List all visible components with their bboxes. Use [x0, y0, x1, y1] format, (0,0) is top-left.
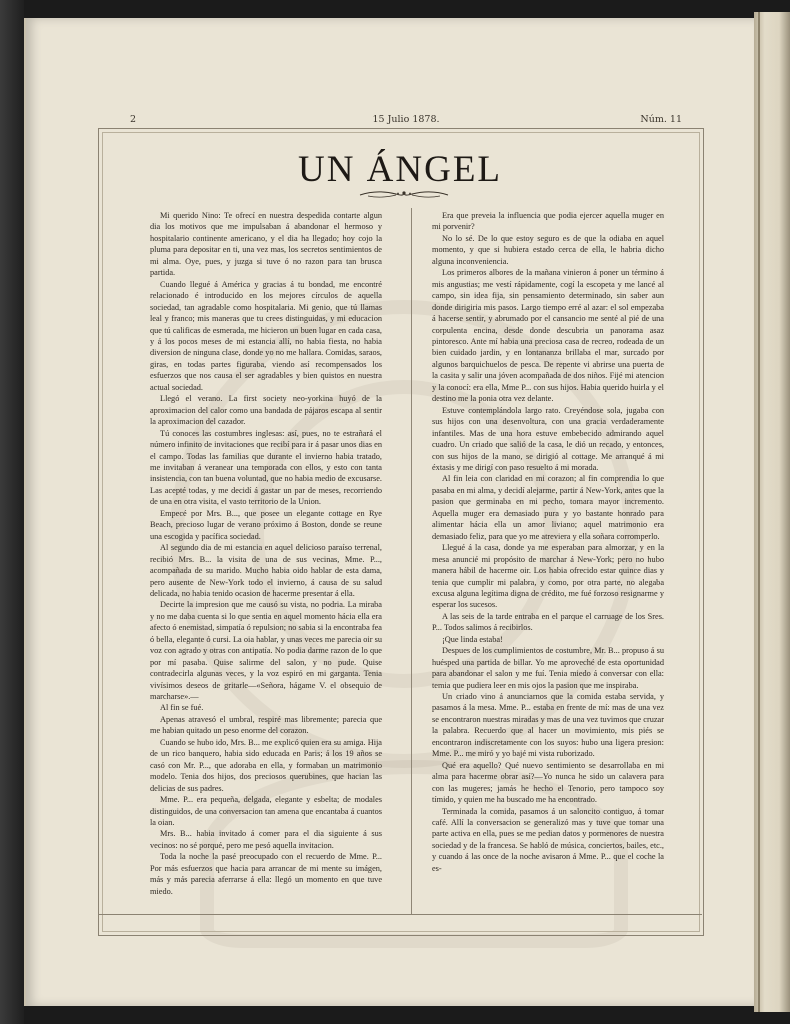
article-title: UN ÁNGEL — [297, 149, 503, 190]
paragraph: Tú conoces las costumbres inglesas: así, pues, no te estrañará el número infinito de invitaciones que recibí para ir á pasar unos dias en el campo. Todas las familias que durante el invierno habia tratado, me invitaban á veranear una temporada con ellos, y esto con tanta insistencia, con tan buena voluntad, que no habia medio de excusarse. Las acepté todas, y me decidí á gastar un par de meses, recorriendo de una en otra visita, el vasto territorio de la Union. — [150, 428, 383, 507]
book-spine — [0, 0, 24, 1024]
running-head — [130, 114, 682, 130]
column-divider — [411, 208, 412, 914]
paragraph: ¡Que linda estaba! — [442, 634, 503, 644]
paragraph: Al fin leia con claridad en mi corazon; al fin comprendia lo que pasaba en mi alma, y decidí alejarme, partir á New-York, antes que la pasion que germinaba en mi pecho, tomara mayor incremento. Aquella muger era demasiado pura y yo bastante honrado para alimentar hácia ella un amor liviano; aquel matrimonio era demasiado feliz, para que yo me atreviera y ella soñara corromperlo. — [432, 474, 664, 541]
paragraph: Al segundo dia de mi estancia en aquel delicioso paraíso terrenal, recibió Mrs. B... la visita de una de sus vecinas, Mme. P..., acompañada de su marido. Mucho habia oido hablar de esta dama, pero ausente de New-York todo el invierno, á causa de su salud delicada, no habia tenido ocasion de hacerme presentar á ella. — [150, 543, 382, 598]
paragraph: A las seis de la tarde entraba en el parque el carruage de los Sres. P... Todos salimos á recibirlos. — [432, 611, 664, 633]
title-ornament — [358, 188, 450, 200]
paragraph: Toda la noche la pasé preocupado con el recuerdo de Mme. P... Por más esfuerzos que hacia para arrancar de mi mente su imágen, más y más parecia aferrarse á ella: llegó un momento en que tuve miedo. — [150, 852, 382, 896]
paragraph: Llegué á la casa, donde ya me esperaban para almorzar, y en la mesa anuncié mi propósito de marchar á New-York; pero no hubo manera hábil de hacerme oir. Los habia ofrecido estar quince dias y tenia que cumplir mi palabra, y como, por otra parte, no alegaba excusa alguna legítima digna de crédito, me fué forzoso resignarme y esperar los sucesos. — [432, 543, 664, 610]
right-column — [432, 210, 664, 874]
paragraph: No lo sé. De lo que estoy seguro es de que la odiaba en aquel momento, y que si hubiera estado cerca de ella, le habria dicho alguna inconveniencia. — [432, 233, 664, 266]
issue-date: 15 Julio 1878. — [372, 114, 440, 125]
paragraph: Al fin se fué. — [160, 703, 204, 713]
left-column — [150, 210, 382, 897]
paragraph: Qué era aquello? Qué nuevo sentimiento se desarrollaba en mi alma para hacerme obrar así?—Yo nunca he sido un calavera para con las mugeres; jamás he hecho el Tenorio, pero tampoco soy tímido, y quien me ha buscado me ha encontrado. — [432, 760, 664, 805]
paragraph: Estuve contemplándola largo rato. Creyéndose sola, jugaba con sus hijos con una desenvoltura, con una gracia verdaderamente infantiles. Mas de una hora estuve embebecido admirando aquel cuadro. Un criado que salió de la casa, le dió un recado, y entonces, con sus hijos de la mano, se dirigió al cottage. Me arranqué á mi éxtasis y me dirigí con paso resuelto á mi morada. — [432, 405, 664, 472]
paragraph: Era que preveia la influencia que podia ejercer aquella muger en mi porvenir? — [432, 211, 664, 232]
adjacent-page-edge — [754, 12, 790, 1012]
paragraph: Empecé por Mrs. B..., que posee un elegante cottage en Rye Beach, precioso lugar de verano próximo á Boston, donde se reune una escogida y pacífica sociedad. — [150, 508, 382, 541]
paragraph: Mme. P... era pequeña, delgada, elegante y esbelta; de modales distinguidos, de una conversacion tan amena que encantaba á cuantos la oian. — [150, 795, 382, 828]
paragraph: Llegó el verano. La first society neo-yorkina huyó de la aproximacion del calor como una bandada de pájaros escapa al sentir la aproximacion del cazador. — [150, 394, 382, 427]
paragraph: Los primeros albores de la mañana vinieron á poner un término á mis angustias; me vestí rápidamente, cogí la escopeta y me lancé al campo, sin idea fija, sin pensamiento determinado, sin saber aun donde dirigiria mis pasos. Largo tiempo erré al azar: el sol empezaba á hacerse sentir, y abrumado por el cansancio me senté al pié de una corpulenta encina, desde donde descubria un panorama asaz pintoresco. Ante mí habia una preciosa casa de recreo, rodeada de un bien cuidado jardin, y en lontananza brillaba el mar, surcado por algunos barquichuelos de pesca. De repente vi abrirse una puerta de la casita y salir una jóven acompañada de dos niños. Fijé mi atencion y la conocí: era ella, Mme P... con sus hijos. Habia querido huirla y el destino me la ponia otra vez delante. — [432, 268, 664, 404]
paragraph: Terminada la comida, pasamos á un saloncito contiguo, á tomar café. Allí la conversacion se generalizó mas y tuve que tomar una parte activa en ella, pues se me pedian datos y pormenores de nuestra sociedad y de la francesa. Se habló de música, conciertos, bailes, etc., y cuando á las once de la noche avisaron á Mme. P... que el coche la es- — [432, 806, 664, 873]
paragraph: Despues de los cumplimientos de costumbre, Mr. B... propuso á su huésped una partida de billar. Yo me aproveché de esta oportunidad para abandonar el salon y me fuí. Tenia miedo á conversar con ella: temia que pudiera leer en mis ojos la pasion que me inspiraba. — [432, 646, 664, 690]
paragraph: Un criado vino á anunciarnos que la comida estaba servida, y pasamos á la mesa. Mme. P... estaba en frente de mí: mas de una vez se encontraron nuestras miradas y mas de una vez tuvimos que cruzar la palabra. Recuerdo que al hacer un movimiento, mis piés se encontraron indiscretamente con los suyos: hubo una ligera presion: Mme. P... me miró y yo bajé mi vista ruborizado. — [432, 692, 664, 759]
page-number: 2 — [130, 114, 137, 125]
bottom-rule — [98, 914, 702, 915]
paragraph: Mrs. B... habia invitado á comer para el dia siguiente á sus vecinos: no sé porqué, pero me pesó aquella invitacion. — [150, 829, 382, 850]
paragraph: Mi querido Nino: Te ofrecí en nuestra despedida contarte algun dia los motivos que me impulsaban á abandonar el hermoso y hospitalario continente americano, y el dia ha llegado; hoy cojo la pluma para depositar en ti, una vez mas, los secretos sentimientos de mi alma. Oye, pues, y juzga si tuve ó no razon para tan brusca partida. — [150, 211, 382, 278]
paragraph: Apenas atravesó el umbral, respiré mas libremente; parecia que me habian quitado un peso enorme del corazon. — [150, 714, 382, 736]
paragraph: Decirte la impresion que me causó su vista, no podria. La miraba y no me daba cuenta si lo que sentia en aquel momento hácia ella era afecto ó enemistad, simpatía ó repulsion; no sabia si la encontraba fea ó bella, elegante ó cursi. La oia hablar, y unas veces me parecia oir su voz con agrado y otras con antipatía. No podia darme razon de lo que por mí pasaba. Quise salirme del salon, y no pude. Quise contradecirla algunas veces, y la voz espiró en mi garganta. Tenia vivísimos deseos de gritarle—«Señora, hágame V. el obsequio de marcharse».— — [150, 600, 382, 702]
paragraph: Cuando se hubo ido, Mrs. B... me explicó quien era su amiga. Hija de un rico banquero, habia sido educada en Paris; á los 19 años se casó con Mr. P..., que adoraba en ella, y formaban un matrimonio modelo. Tenia dos hijos, dos preciosos querubines, que hacian las delicias de sus padres. — [150, 737, 382, 793]
paragraph: Cuando llegué á América y gracias á tu bondad, me encontré relacionado é introducido en los mejores círculos de aquella sociedad, tan agradable como hospitalaria. Mi genio, que tú llamas leal y franco; mis maneras que tu crees distinguidas, y mi educacion que tú calificas de esmerada, me hicieron un buen lugar en cada casa, y á los pocos meses de mi estancia allí, no habia fiesta, no habia diversion de ninguna clase, donde yo no me hallara. Comidas, saraos, giras, en todas partes figuraba, viendo así recompensados los esfuerzos que nos causa el ser agradables y bien quistos en nuestra actual sociedad. — [150, 279, 382, 392]
issue-number: Núm. 11 — [640, 114, 682, 125]
